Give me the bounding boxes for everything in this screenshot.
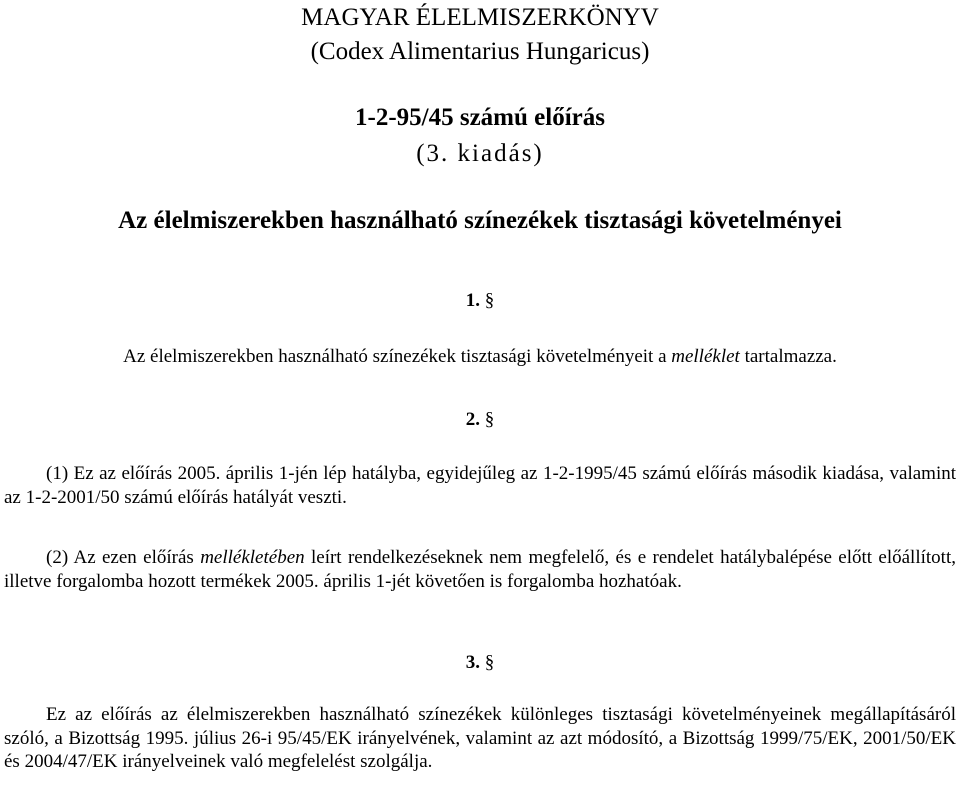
section-1-text xyxy=(4,345,956,369)
section-1-heading xyxy=(4,290,956,312)
section-1-text-part: Az élelmiszerekben használható színezékek tisztasági követelményeit a xyxy=(123,346,672,367)
section-symbol: § xyxy=(484,409,495,430)
codex-title: MAGYAR ÉLELMISZERKÖNYV xyxy=(301,4,659,31)
edition-label: (3. kiadás) xyxy=(416,140,544,167)
section-1-italic: melléklet xyxy=(671,346,740,367)
section-symbol: § xyxy=(484,652,495,673)
section-3-heading xyxy=(4,652,956,674)
section-1-number: 1. xyxy=(465,290,480,311)
section-2-heading xyxy=(4,409,956,431)
section-2-para-2-end: leírt rendelkezéseknek nem megfelelő, és e rendelet hatálybalépése előtt előállított, illetve forgalomba hozott termékek 2005. április 1-jét követően is forgalomba hozhatóak. xyxy=(4,547,956,592)
section-2-number: 2. xyxy=(465,409,480,430)
section-1-text-end: tartalmazza. xyxy=(739,346,837,367)
codex-subtitle: (Codex Alimentarius Hungaricus) xyxy=(310,38,650,65)
section-symbol: § xyxy=(484,290,495,311)
section-3-paragraph: Ez az előírás az élelmiszerekben használható színezékek különleges tisztasági követelményeinek megállapításáról szóló, a Bizottság 1995. július 26-i 95/45/EK irányelvének, valamint az azt módosító, a Bizottság 1999/75/EK, 2001/50/EK és 2004/47/EK irányelveinek való megfelelést szolgálja. xyxy=(4,704,956,772)
section-3-number: 3. xyxy=(465,652,480,673)
section-2-para-2-start: (2) Az ezen előírás xyxy=(46,547,201,568)
section-2-para-2-italic: mellékletében xyxy=(200,547,305,568)
document-title: Az élelmiszerekben használható színezékek tisztasági követelményei xyxy=(118,207,842,234)
section-2-paragraph-2 xyxy=(4,546,956,593)
regulation-number: 1-2-95/45 számú előírás xyxy=(355,104,605,131)
section-2-paragraph-1: (1) Ez az előírás 2005. április 1-jén lép hatályba, egyidejűleg az 1-2-1995/45 számú előírás második kiadása, valamint az 1-2-2001/50 számú előírás hatályát veszti. xyxy=(4,463,956,508)
